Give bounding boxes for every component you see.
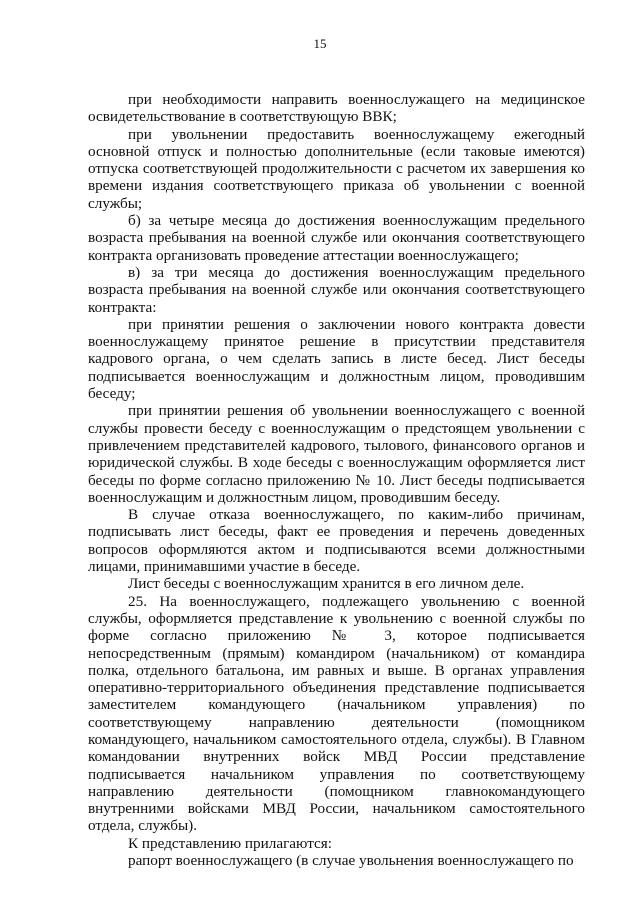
paragraph-new-contract-decision: при принятии решения о заключении нового контракта довести военнослужащему принятое решение в присутствии представителя кадрового органа, о чем сделать запись в листе бесед. Лист беседы подписывается военнослужащим и должностным лицом, проводившим беседу; bbox=[88, 315, 585, 403]
paragraph-leave-on-discharge: при увольнении предоставить военнослужащему ежегодный основной отпуск и полностью дополнительные (если таковые имеются) отпуска соответствующей продолжительности с расчетом их завершения ко времени издания соответствующего приказа об увольнении с военной службы; bbox=[88, 125, 585, 212]
paragraph-report-of-serviceman: рапорт военнослужащего (в случае увольнения военнослужащего по bbox=[128, 852, 574, 870]
paragraph-refusal-act: В случае отказа военнослужащего, по каким-либо причинам, подписывать лист беседы, факт ее проведения и перечень доведенных вопросов оформляются актом и подписываются всеми должностными лицами, принимавшими участие в беседе. bbox=[88, 506, 585, 576]
paragraph-item-b-attestation: б) за четыре месяца до достижения военнослужащим предельного возраста пребывания на военной службе или окончания соответствующего контракта организовать проведение аттестации военнослужащего; bbox=[88, 212, 585, 264]
paragraph-medical-exam: при необходимости направить военнослужащего на медицинское освидетельствование в соответствующую ВВК; bbox=[88, 91, 585, 126]
paragraph-interview-sheet-storage: Лист беседы с военнослужащим хранится в его личном деле. bbox=[128, 575, 525, 593]
paragraph-section-25-representation: 25. На военнослужащего, подлежащего увольнению с военной службы, оформляется представление к увольнению с военной службы по форме согласно приложению № 3, которое подписывается непосредственным (прямым) командиром (начальником) от командира полка, отдельного батальона, им равных и выше. В органах управления оперативно-территориального объединения представление подписывается заместителем командующего (начальником управления) по соответствующему направлению деятельности (помощником командующего, начальником самостоятельного отдела, службы). В Главном командовании внутренних войск МВД России представление подписывается начальником управления по соответствующему направлению деятельности (помощником главнокомандующего внутренними войсками МВД России, начальником самостоятельного отдела, службы). bbox=[88, 592, 585, 835]
document-body bbox=[88, 91, 585, 869]
paragraph-attachments-heading: К представлению прилагаются: bbox=[128, 834, 332, 852]
paragraph-discharge-interview: при принятии решения об увольнении военнослужащего с военной службы провести беседу с военнослужащим о предстоящем увольнении с привлечением представителей кадрового, тылового, финансового органов и юридической службы. В ходе беседы с военнослужащим оформляется лист беседы по форме согласно приложению № 10. Лист беседы подписывается военнослужащим и должностным лицом, проводившим беседу. bbox=[88, 402, 585, 506]
paragraph-item-v-three-months: в) за три месяца до достижения военнослужащим предельного возраста пребывания на военной службе или окончания соответствующего контракта: bbox=[88, 263, 585, 316]
page-number: 15 bbox=[313, 36, 327, 51]
